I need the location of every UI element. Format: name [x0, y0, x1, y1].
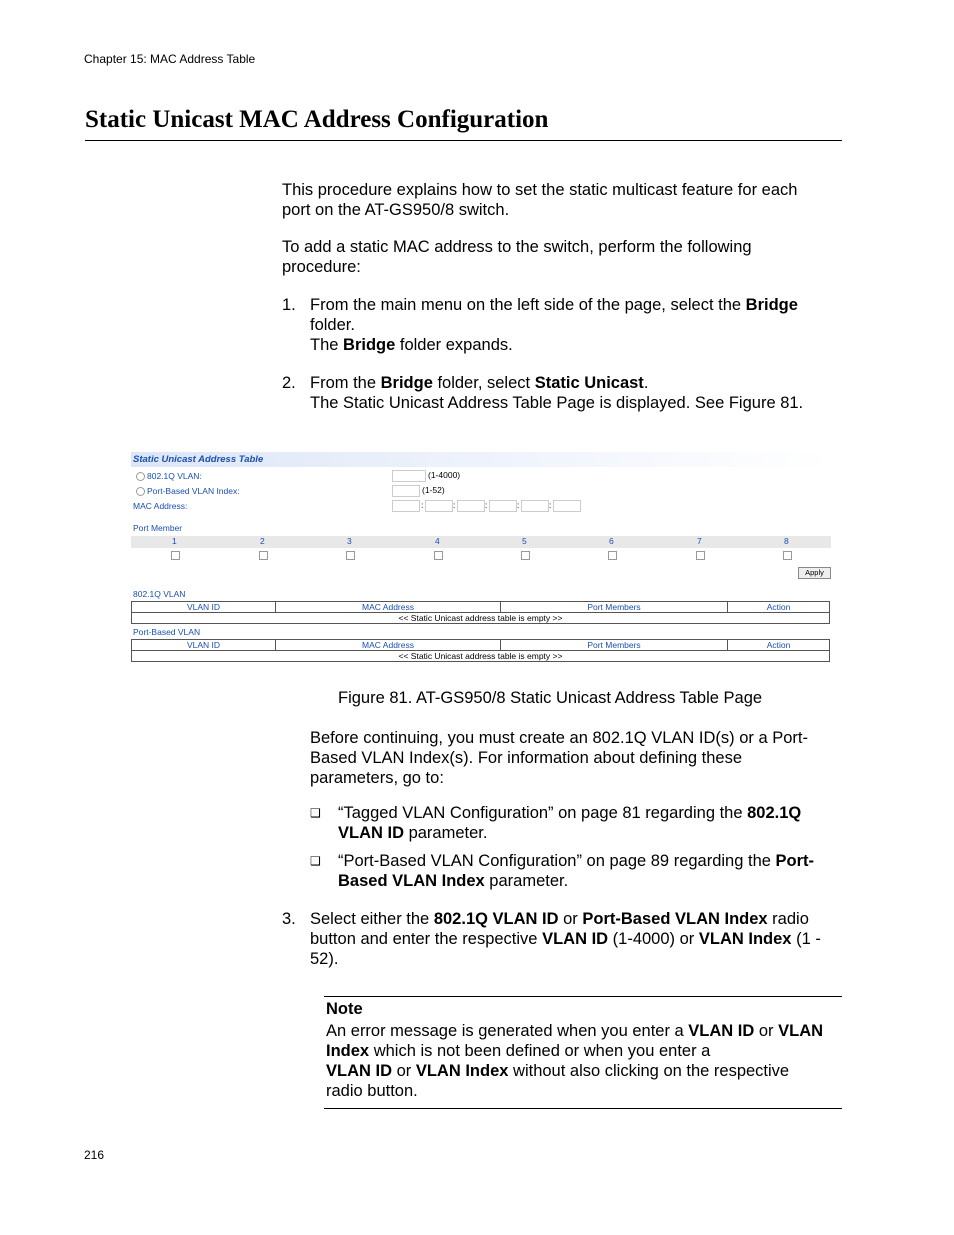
port-3-checkbox[interactable]: [346, 551, 355, 560]
text: (1 -: [791, 930, 821, 948]
bold-text: VLAN ID: [688, 1022, 755, 1040]
port-number: 8: [784, 536, 789, 546]
table-row: [132, 651, 830, 662]
bold-text: 802.1Q: [747, 804, 802, 822]
before-paragraph: [310, 728, 808, 788]
column-header[interactable]: VLAN ID: [132, 640, 276, 651]
port-7-checkbox[interactable]: [696, 551, 705, 560]
mac-octet-3[interactable]: [457, 500, 488, 512]
column-header[interactable]: VLAN ID: [132, 602, 276, 613]
port-number: 2: [260, 536, 265, 546]
vlan-index-input[interactable]: [392, 485, 420, 497]
bold-text: 802.1Q VLAN ID: [433, 910, 559, 928]
text: Select either the: [310, 910, 434, 928]
paragraph-line: parameters, go to:: [310, 769, 444, 787]
port-number: 4: [435, 536, 440, 546]
step-3-number: 3.: [282, 910, 296, 928]
mac-separator: :: [517, 500, 520, 510]
figure-caption: Figure 81. AT-GS950/8 Static Unicast Address Table Page: [338, 689, 763, 707]
static-unicast-figure: [131, 451, 831, 666]
intro-paragraph-2: [282, 237, 752, 277]
mac-octet-5[interactable]: [521, 500, 552, 512]
note-line: [326, 1041, 823, 1061]
mac-address-label: MAC Address:: [133, 501, 188, 511]
running-header: Chapter 15: MAC Address Table: [84, 52, 256, 66]
bullet-box-icon: ❑: [310, 854, 321, 868]
intro-line: To add a static MAC address to the switch, perform the following: [282, 238, 752, 256]
bold-text: Bridge: [745, 296, 798, 314]
port-number: 3: [347, 536, 352, 546]
page-title: Static Unicast MAC Address Configuration: [85, 106, 549, 133]
step-line: [310, 373, 803, 393]
table-row: [132, 613, 830, 624]
port-1-checkbox[interactable]: [171, 551, 180, 560]
intro-line: procedure:: [282, 258, 361, 276]
bullet-line: [338, 871, 814, 891]
mac-octet-6[interactable]: [553, 500, 581, 512]
port-number: 6: [609, 536, 614, 546]
vlan-id-range: (1-4000): [428, 470, 461, 480]
port-2-checkbox[interactable]: [259, 551, 268, 560]
radio-8021q-label: 802.1Q VLAN:: [147, 471, 202, 481]
table-header-row: [132, 640, 830, 651]
vlan-id-input[interactable]: [392, 470, 426, 482]
step-line: folder.: [310, 316, 355, 334]
text: “Tagged VLAN Configuration” on page 81 regarding the: [338, 804, 748, 822]
mac-separator: :: [421, 500, 424, 510]
bold-text: Port-Based VLAN Index: [582, 910, 768, 928]
text: An error message is generated when you enter a: [326, 1022, 689, 1040]
section-port-based-vlan: Port-Based VLAN: [133, 627, 201, 637]
text: without also clicking on the respective: [508, 1062, 790, 1080]
mac-separator: :: [485, 500, 488, 510]
note-bottom-rule: [324, 1108, 842, 1109]
port-5-checkbox[interactable]: [521, 551, 530, 560]
bold-text: Index: [326, 1042, 370, 1060]
intro-paragraph-1: [282, 180, 797, 220]
note-line: [326, 1021, 823, 1041]
step-line: The Static Unicast Address Table Page is displayed. See Figure 81.: [310, 394, 804, 412]
text: or: [558, 910, 583, 928]
column-header[interactable]: MAC Address: [276, 602, 501, 613]
bullet-box-icon: ❑: [310, 806, 321, 820]
empty-table-message: << Static Unicast address table is empty >>: [132, 651, 830, 662]
text: “Port-Based VLAN Configuration” on page 89 regarding the: [338, 852, 776, 870]
step-1-number: 1.: [282, 296, 296, 314]
figure-title-bar: [131, 452, 831, 467]
step-2-number: 2.: [282, 374, 296, 392]
paragraph-line: Before continuing, you must create an 802.1Q VLAN ID(s) or a Port-: [310, 729, 808, 747]
column-header[interactable]: Port Members: [501, 640, 728, 651]
column-header[interactable]: Action: [728, 602, 830, 613]
empty-table-message: << Static Unicast address table is empty >>: [132, 613, 830, 624]
section-8021q-vlan: 802.1Q VLAN: [133, 589, 186, 599]
bold-text: VLAN ID: [542, 930, 609, 948]
mac-octet-1[interactable]: [392, 500, 420, 512]
intro-line: port on the AT-GS950/8 switch.: [282, 201, 510, 219]
vlan-index-range: (1-52): [422, 485, 445, 495]
text: (1-4000) or: [608, 930, 699, 948]
bullet-line: [338, 803, 801, 823]
text: From the: [310, 374, 381, 392]
mac-separator: :: [549, 500, 552, 510]
text: or: [754, 1022, 779, 1040]
figure-title: Static Unicast Address Table: [133, 454, 264, 465]
mac-separator: :: [453, 500, 456, 510]
mac-octet-2[interactable]: [425, 500, 456, 512]
port-based-vlan-table: [131, 639, 830, 662]
bold-text: VLAN Index: [415, 1062, 509, 1080]
bold-text: Based VLAN Index: [338, 872, 485, 890]
text: folder, select: [432, 374, 535, 392]
table-header-row: [132, 602, 830, 613]
radio-8021q-vlan[interactable]: [136, 472, 145, 481]
radio-port-based-label: Port-Based VLAN Index:: [147, 486, 240, 496]
paragraph-line: Based VLAN Index(s). For information about defining these: [310, 749, 742, 767]
step-line: [310, 295, 798, 315]
8021q-vlan-table: [131, 601, 830, 624]
note-block: [326, 999, 823, 1101]
radio-port-based-vlan[interactable]: [136, 487, 145, 496]
page-number: 216: [84, 1148, 105, 1162]
text: From the main menu on the left side of the page, select the: [310, 296, 746, 314]
text: The: [310, 336, 344, 354]
apply-button[interactable]: Apply: [798, 567, 831, 579]
port-6-checkbox[interactable]: [608, 551, 617, 560]
note-top-rule: [324, 996, 842, 997]
text: parameter.: [484, 872, 569, 890]
port-number-row: [131, 536, 831, 548]
step-line: [310, 909, 821, 929]
text: or: [392, 1062, 416, 1080]
text: folder expands.: [395, 336, 513, 354]
step-3-text: [310, 909, 821, 969]
text: button and enter the respective: [310, 930, 543, 948]
step-line: [310, 335, 798, 355]
port-8-checkbox[interactable]: [783, 551, 792, 560]
bullet-item-2: [338, 851, 814, 891]
bold-text: VLAN Index: [698, 930, 792, 948]
mac-octet-4[interactable]: [489, 500, 520, 512]
bullet-line: [338, 851, 814, 871]
intro-line: This procedure explains how to set the static multicast feature for each: [282, 181, 798, 199]
bold-text: VLAN: [778, 1022, 824, 1040]
text: radio: [767, 910, 809, 928]
note-heading: Note: [326, 1000, 363, 1018]
step-line: [310, 929, 821, 949]
text: which is not been defined or when you enter a: [369, 1042, 711, 1060]
text: .: [643, 374, 649, 392]
column-header[interactable]: Port Members: [501, 602, 728, 613]
note-line: [326, 1061, 823, 1081]
bold-text: VLAN ID: [326, 1062, 392, 1080]
port-number: 7: [697, 536, 702, 546]
bold-text: Port-: [775, 852, 815, 870]
note-line: radio button.: [326, 1082, 418, 1100]
bold-text: Static Unicast: [534, 374, 644, 392]
port-number: 1: [172, 536, 177, 546]
bullet-item-1: [338, 803, 801, 843]
title-rule: [85, 140, 842, 141]
step-2-text: [310, 373, 803, 413]
bullet-line: [338, 823, 801, 843]
bold-text: Bridge: [380, 374, 433, 392]
port-member-label: Port Member: [133, 523, 183, 533]
bold-text: Bridge: [343, 336, 396, 354]
bold-text: VLAN ID: [338, 824, 404, 842]
text: parameter.: [404, 824, 488, 842]
step-line: 52).: [310, 950, 339, 968]
port-4-checkbox[interactable]: [434, 551, 443, 560]
column-header[interactable]: MAC Address: [276, 640, 501, 651]
column-header[interactable]: Action: [728, 640, 830, 651]
step-1-text: [310, 295, 798, 355]
port-number: 5: [522, 536, 527, 546]
